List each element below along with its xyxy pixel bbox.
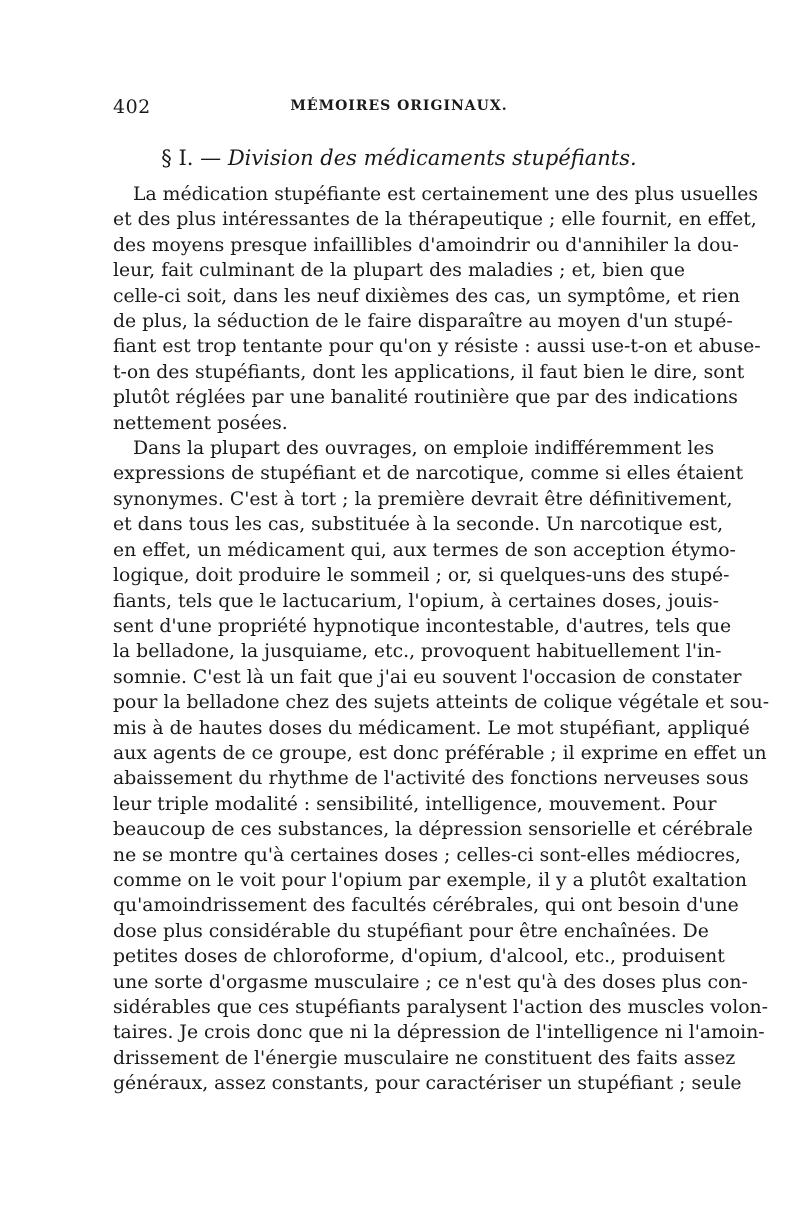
paragraph bbox=[113, 436, 770, 1097]
section-heading bbox=[113, 143, 685, 173]
text-line: dose plus considérable du stupéfiant pour être enchaînées. De bbox=[113, 920, 709, 942]
section-number: § I. — bbox=[161, 146, 222, 170]
text-line: petites doses de chloroforme, d'opium, d'alcool, etc., produisent bbox=[113, 946, 725, 968]
text-line: somnie. C'est là un fait que j'ai eu souvent l'occasion de constater bbox=[113, 666, 742, 688]
text-line: taires. Je crois donc que ni la dépression de l'intelligence ni l'amoin- bbox=[113, 1022, 765, 1044]
text-line: abaissement du rhythme de l'activité des fonctions nerveuses sous bbox=[113, 768, 749, 790]
text-line: plutôt réglées par une banalité routinière que par des indications bbox=[113, 387, 738, 409]
page-header bbox=[113, 96, 685, 120]
text-line: mis à de hautes doses du médicament. Le mot stupéfiant, appliqué bbox=[113, 717, 750, 739]
text-line: leur, fait culminant de la plupart des maladies ; et, bien que bbox=[113, 260, 685, 282]
text-line: généraux, assez constants, pour caractériser un stupéfiant ; seule bbox=[113, 1073, 742, 1095]
paragraph bbox=[113, 182, 761, 436]
text-line: une sorte d'orgasme musculaire ; ce n'est qu'à des doses plus con- bbox=[113, 971, 748, 993]
text-line: La médication stupéfiante est certainement une des plus usuelles bbox=[133, 184, 758, 205]
text-line: expressions de stupéfiant et de narcotique, comme si elles étaient bbox=[113, 463, 744, 485]
text-line: fiants, tels que le lactucarium, l'opium, à certaines doses, jouis- bbox=[113, 590, 720, 612]
text-line: de plus, la séduction de le faire disparaître au moyen d'un stupé- bbox=[113, 311, 733, 333]
text-line: comme on le voit pour l'opium par exemple, il y a plutôt exaltation bbox=[113, 869, 747, 891]
text-line: et des plus intéressantes de la thérapeutique ; elle fournit, en effet, bbox=[113, 209, 757, 231]
text-line: ne se montre qu'à certaines doses ; celles-ci sont-elles médiocres, bbox=[113, 844, 741, 866]
section-title: Division des médicaments stupéfiants. bbox=[227, 146, 637, 170]
text-line: en effet, un médicament qui, aux termes de son acception étymo- bbox=[113, 539, 736, 561]
text-line: la belladone, la jusquiame, etc., provoquent habituellement l'in- bbox=[113, 641, 722, 663]
body-text bbox=[113, 182, 770, 1097]
text-line: aux agents de ce groupe, est donc préférable ; il exprime en effet un bbox=[113, 742, 767, 764]
text-line: beaucoup de ces substances, la dépression sensorielle et cérébrale bbox=[113, 819, 753, 841]
text-line: leur triple modalité : sensibilité, intelligence, mouvement. Pour bbox=[113, 793, 717, 815]
text-line: Dans la plupart des ouvrages, on emploie indifféremment les bbox=[133, 438, 715, 460]
text-line: des moyens presque infaillibles d'amoindrir ou d'annihiler la dou- bbox=[113, 234, 739, 256]
text-line: pour la belladone chez des sujets atteints de colique végétale et sou- bbox=[113, 692, 770, 714]
text-line: synonymes. C'est à tort ; la première devrait être définitivement, bbox=[113, 488, 733, 510]
text-line: logique, doit produire le sommeil ; or, si quelques-uns des stupé- bbox=[113, 565, 730, 587]
text-line: t-on des stupéfiants, dont les applications, il faut bien le dire, sont bbox=[113, 361, 745, 383]
text-line: drissement de l'énergie musculaire ne constituent des faits assez bbox=[113, 1047, 736, 1069]
text-line: fiant est trop tentante pour qu'on y résiste : aussi use-t-on et abuse- bbox=[113, 336, 761, 358]
text-line: sent d'une propriété hypnotique incontestable, d'autres, tels que bbox=[113, 615, 732, 637]
text-line: celle-ci soit, dans les neuf dixièmes des cas, un symptôme, et rien bbox=[113, 285, 741, 307]
running-head: MÉMOIRES ORIGINAUX. bbox=[290, 98, 508, 114]
text-line: qu'amoindrissement des facultés cérébrales, qui ont besoin d'une bbox=[113, 895, 739, 917]
text-line: sidérables que ces stupéfiants paralysent l'action des muscles volon- bbox=[113, 997, 768, 1018]
text-line: et dans tous les cas, substituée à la seconde. Un narcotique est, bbox=[113, 514, 724, 536]
page-number: 402 bbox=[113, 96, 151, 118]
text-line: nettement posées. bbox=[113, 412, 288, 434]
